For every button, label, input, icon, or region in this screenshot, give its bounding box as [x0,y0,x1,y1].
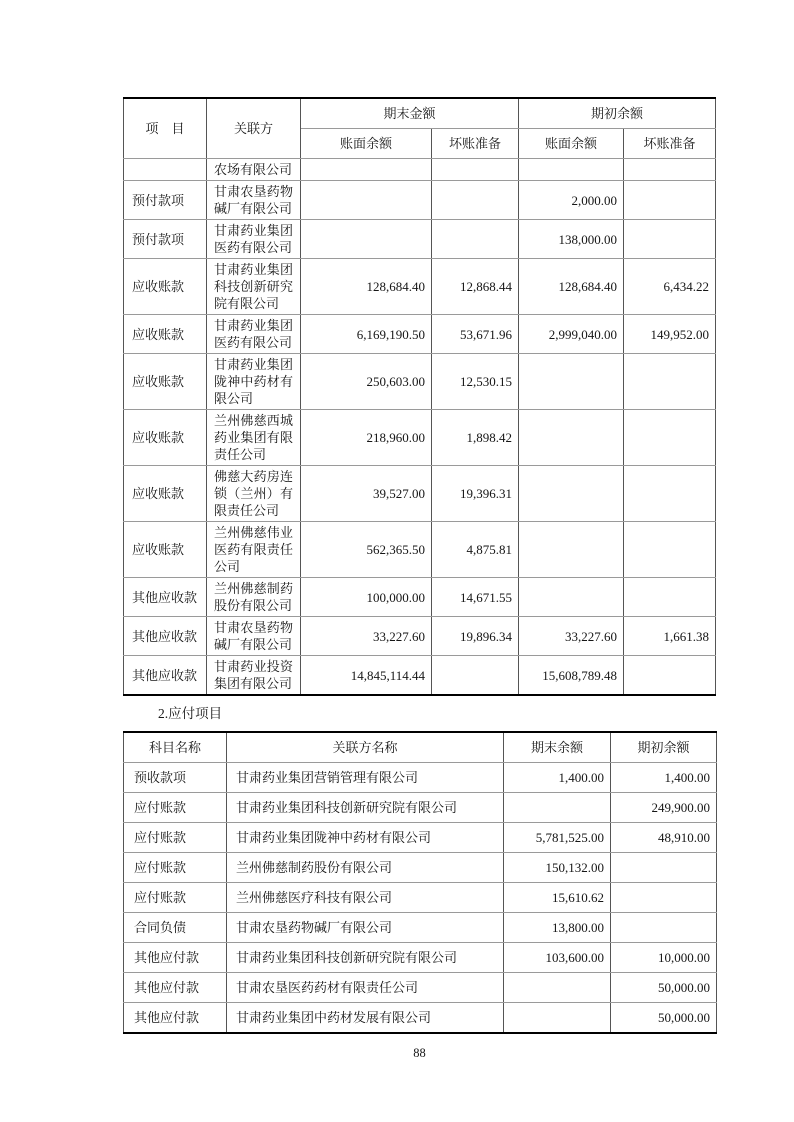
party-cell: 甘肃农垦药物碱厂有限公司 [207,617,301,656]
ending-balance-cell [504,1003,611,1034]
ending-book-balance-cell: 100,000.00 [301,578,432,617]
party-name-cell: 兰州佛慈医疗科技有限公司 [227,883,504,913]
beginning-balance-cell [611,883,717,913]
ending-bad-debt-cell [432,159,519,181]
header-beginning-book-balance: 账面余额 [519,129,624,159]
beginning-book-balance-cell: 2,999,040.00 [519,315,624,354]
table-row [124,943,717,973]
table-row [124,466,716,522]
beginning-balance-cell [611,853,717,883]
ending-balance-cell: 5,781,525.00 [504,823,611,853]
beginning-bad-debt-cell [624,354,716,410]
subject-cell: 应付账款 [124,823,227,853]
ending-bad-debt-cell: 4,875.81 [432,522,519,578]
beginning-book-balance-cell: 2,000.00 [519,181,624,220]
item-cell: 应收账款 [124,466,207,522]
subject-cell: 其他应付款 [124,943,227,973]
party-cell: 佛慈大药房连锁（兰州）有限责任公司 [207,466,301,522]
beginning-book-balance-cell: 15,608,789.48 [519,656,624,696]
party-cell: 兰州佛慈制药股份有限公司 [207,578,301,617]
party-cell: 兰州佛慈西城药业集团有限责任公司 [207,410,301,466]
table-row [124,823,717,853]
table-row [124,1003,717,1034]
table-row [124,763,717,793]
table-row [124,853,717,883]
page-content [123,97,716,1061]
ending-bad-debt-cell: 12,868.44 [432,259,519,315]
page-number: 88 [413,1046,426,1060]
ending-bad-debt-cell: 19,396.31 [432,466,519,522]
subject-cell: 应付账款 [124,883,227,913]
ending-bad-debt-cell: 19,896.34 [432,617,519,656]
ending-balance-cell: 13,800.00 [504,913,611,943]
party-name-cell: 甘肃药业集团科技创新研究院有限公司 [227,943,504,973]
header-subject-name: 科目名称 [124,732,227,763]
payables-table-body [124,763,717,1034]
ending-bad-debt-cell: 14,671.55 [432,578,519,617]
payables-table-header [124,732,717,763]
table-row [124,181,716,220]
ending-book-balance-cell: 562,365.50 [301,522,432,578]
table-row [124,159,716,181]
ending-bad-debt-cell [432,220,519,259]
table-row [124,617,716,656]
table-row [124,354,716,410]
header-ending-balance: 期末余额 [504,732,611,763]
subject-cell: 预收款项 [124,763,227,793]
header-party: 关联方 [207,98,301,159]
beginning-bad-debt-cell: 149,952.00 [624,315,716,354]
party-cell: 甘肃药业集团医药有限公司 [207,315,301,354]
beginning-bad-debt-cell: 6,434.22 [624,259,716,315]
section-heading-payables: 2.应付项目 [158,706,223,721]
beginning-book-balance-cell [519,159,624,181]
beginning-bad-debt-cell [624,220,716,259]
ending-bad-debt-cell: 12,530.15 [432,354,519,410]
party-cell: 甘肃药业集团陇神中药材有限公司 [207,354,301,410]
ending-book-balance-cell: 14,845,114.44 [301,656,432,696]
ending-bad-debt-cell [432,656,519,696]
ending-book-balance-cell: 250,603.00 [301,354,432,410]
beginning-bad-debt-cell [624,522,716,578]
beginning-book-balance-cell [519,522,624,578]
ending-book-balance-cell: 218,960.00 [301,410,432,466]
party-name-cell: 甘肃农垦医药药材有限责任公司 [227,973,504,1003]
item-cell: 其他应收款 [124,617,207,656]
receivables-table-body [124,159,716,696]
item-cell: 预付款项 [124,220,207,259]
ending-bad-debt-cell [432,181,519,220]
item-cell: 应收账款 [124,410,207,466]
table-row [124,578,716,617]
header-ending-group: 期末金额 [301,98,519,129]
party-name-cell: 甘肃药业集团陇神中药材有限公司 [227,823,504,853]
table-row [124,913,717,943]
ending-book-balance-cell: 6,169,190.50 [301,315,432,354]
header-beginning-bad-debt: 坏账准备 [624,129,716,159]
item-cell: 应收账款 [124,354,207,410]
subject-cell: 其他应付款 [124,1003,227,1034]
beginning-book-balance-cell [519,578,624,617]
item-cell [124,159,207,181]
subject-cell: 应付账款 [124,853,227,883]
related-party-payables-table [123,731,717,1034]
related-party-receivables-table [123,97,716,696]
item-cell: 其他应收款 [124,578,207,617]
party-cell: 农场有限公司 [207,159,301,181]
beginning-bad-debt-cell [624,466,716,522]
beginning-bad-debt-cell [624,159,716,181]
receivables-table-header [124,98,716,159]
ending-book-balance-cell: 33,227.60 [301,617,432,656]
beginning-balance-cell: 50,000.00 [611,1003,717,1034]
beginning-book-balance-cell [519,466,624,522]
header-beginning-balance: 期初余额 [611,732,717,763]
ending-balance-cell: 150,132.00 [504,853,611,883]
ending-bad-debt-cell: 53,671.96 [432,315,519,354]
party-name-cell: 甘肃药业集团中药材发展有限公司 [227,1003,504,1034]
party-name-cell: 甘肃药业集团科技创新研究院有限公司 [227,793,504,823]
ending-bad-debt-cell: 1,898.42 [432,410,519,466]
beginning-balance-cell: 1,400.00 [611,763,717,793]
table-row [124,410,716,466]
beginning-bad-debt-cell [624,656,716,696]
beginning-balance-cell: 249,900.00 [611,793,717,823]
item-cell: 应收账款 [124,259,207,315]
beginning-balance-cell: 48,910.00 [611,823,717,853]
ending-balance-cell: 15,610.62 [504,883,611,913]
item-cell: 其他应收款 [124,656,207,696]
beginning-book-balance-cell: 33,227.60 [519,617,624,656]
table-row [124,522,716,578]
beginning-balance-cell: 50,000.00 [611,973,717,1003]
beginning-book-balance-cell: 128,684.40 [519,259,624,315]
beginning-book-balance-cell [519,354,624,410]
party-cell: 甘肃药业集团科技创新研究院有限公司 [207,259,301,315]
beginning-book-balance-cell: 138,000.00 [519,220,624,259]
party-name-cell: 甘肃农垦药物碱厂有限公司 [227,913,504,943]
table-row [124,315,716,354]
ending-book-balance-cell [301,181,432,220]
beginning-bad-debt-cell [624,410,716,466]
beginning-bad-debt-cell: 1,661.38 [624,617,716,656]
ending-balance-cell: 1,400.00 [504,763,611,793]
table-row [124,220,716,259]
ending-book-balance-cell: 128,684.40 [301,259,432,315]
table-row [124,259,716,315]
item-cell: 预付款项 [124,181,207,220]
party-cell: 甘肃农垦药物碱厂有限公司 [207,181,301,220]
subject-cell: 合同负债 [124,913,227,943]
header-beginning-group: 期初余额 [519,98,716,129]
beginning-balance-cell: 10,000.00 [611,943,717,973]
party-cell: 甘肃药业集团医药有限公司 [207,220,301,259]
table-row [124,656,716,696]
table-row [124,883,717,913]
party-cell: 甘肃药业投资集团有限公司 [207,656,301,696]
ending-balance-cell [504,973,611,1003]
header-item: 项 目 [124,98,207,159]
ending-book-balance-cell: 39,527.00 [301,466,432,522]
beginning-balance-cell [611,913,717,943]
subject-cell: 其他应付款 [124,973,227,1003]
party-name-cell: 甘肃药业集团营销管理有限公司 [227,763,504,793]
subject-cell: 应付账款 [124,793,227,823]
party-name-cell: 兰州佛慈制药股份有限公司 [227,853,504,883]
header-ending-book-balance: 账面余额 [301,129,432,159]
header-party-name: 关联方名称 [227,732,504,763]
table-row [124,793,717,823]
beginning-bad-debt-cell [624,181,716,220]
table-row [124,973,717,1003]
beginning-book-balance-cell [519,410,624,466]
ending-book-balance-cell [301,159,432,181]
ending-balance-cell: 103,600.00 [504,943,611,973]
header-ending-bad-debt: 坏账准备 [432,129,519,159]
ending-balance-cell [504,793,611,823]
item-cell: 应收账款 [124,315,207,354]
beginning-bad-debt-cell [624,578,716,617]
party-cell: 兰州佛慈伟业医药有限责任公司 [207,522,301,578]
ending-book-balance-cell [301,220,432,259]
item-cell: 应收账款 [124,522,207,578]
